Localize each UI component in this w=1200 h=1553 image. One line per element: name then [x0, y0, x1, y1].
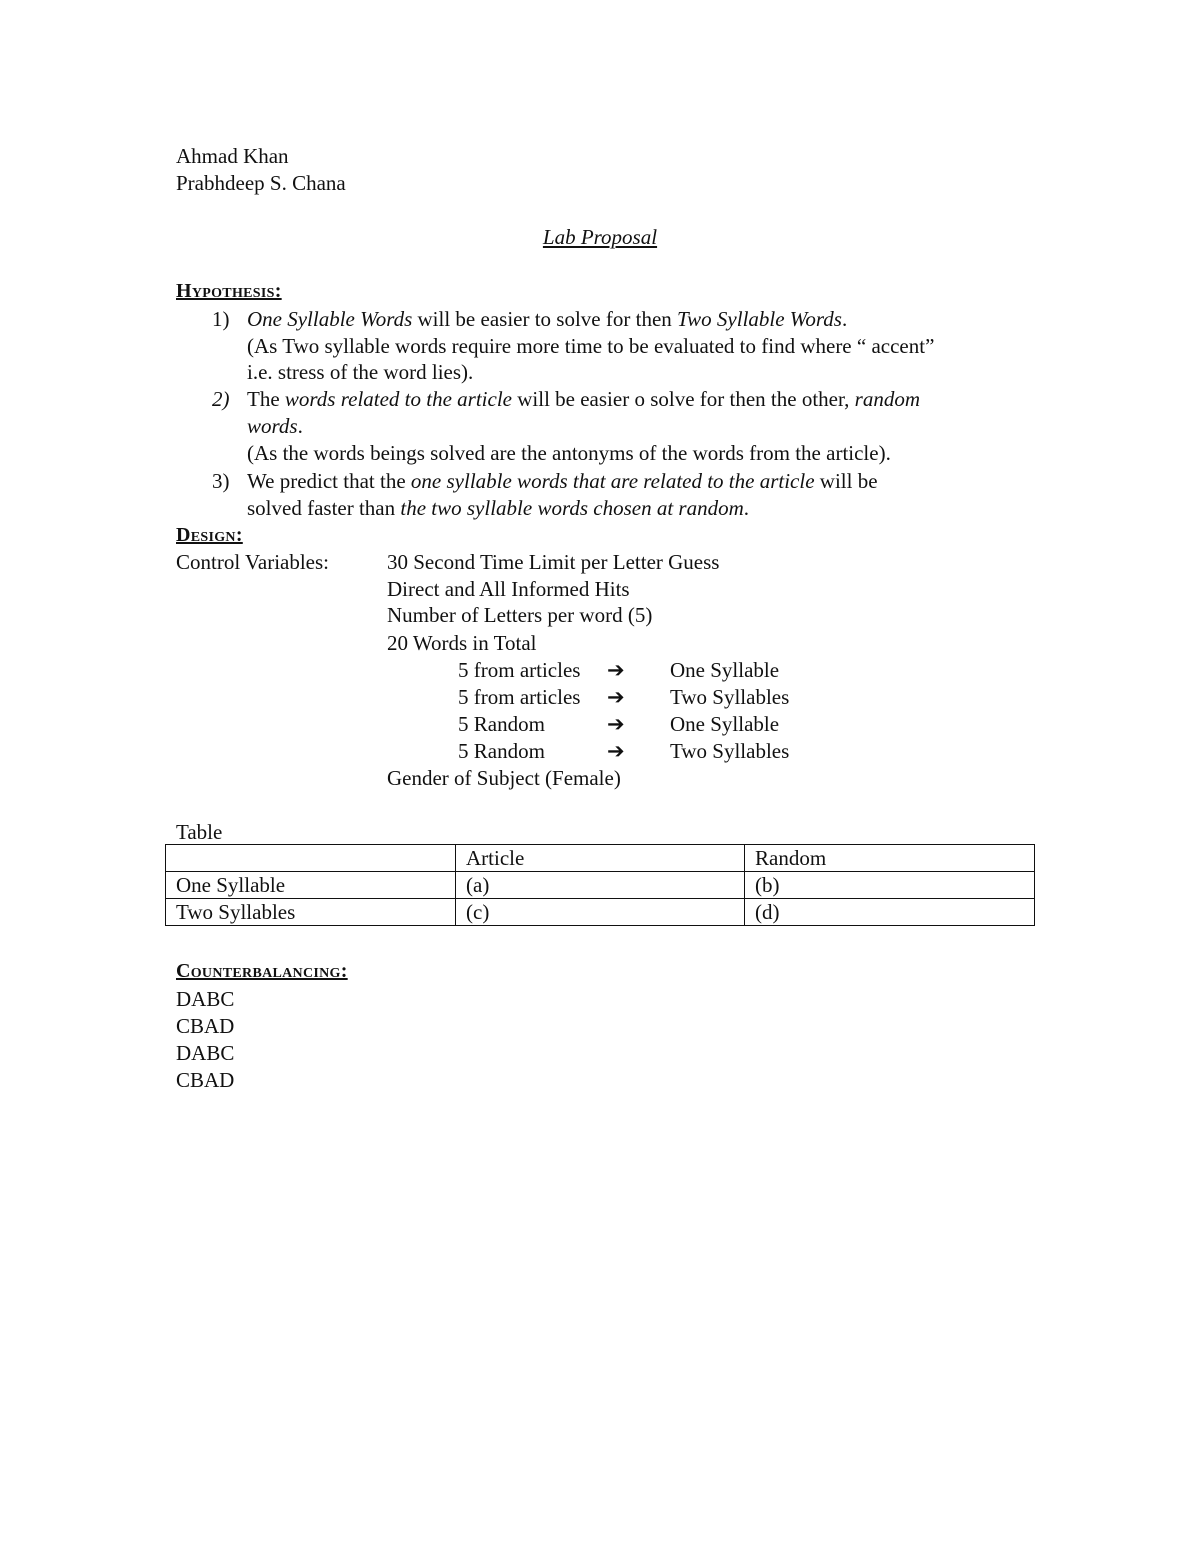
hypothesis-2-line-3: (As the words beings solved are the antonyms of the words from the article).	[247, 441, 891, 465]
table-header-cell	[166, 845, 456, 872]
table-cell: (a)	[456, 872, 745, 899]
condition-order: CBAD	[176, 1068, 235, 1092]
word-type: One Syllable	[670, 712, 780, 736]
table-cell: (b)	[745, 872, 1035, 899]
hypothesis-heading: Hypothesis:	[176, 280, 282, 302]
hypothesis-2-line-1: The words related to the article will be easier o solve for then the other, random	[247, 387, 920, 411]
table-header-row	[166, 845, 1035, 872]
page-title: Lab Proposal	[542, 225, 658, 249]
word-source: 5 Random	[458, 739, 545, 763]
author-name: Ahmad Khan	[176, 144, 289, 168]
condition-order: DABC	[176, 987, 235, 1011]
word-type: Two Syllables	[670, 685, 790, 709]
table-row	[166, 872, 1035, 899]
table-cell: Two Syllables	[166, 899, 456, 926]
table-cell: (c)	[456, 899, 745, 926]
condition-order: CBAD	[176, 1014, 235, 1038]
hypothesis-number: 3)	[212, 469, 230, 493]
design-heading: Design:	[176, 524, 243, 546]
control-variable: Direct and All Informed Hits	[387, 577, 630, 601]
hypothesis-number: 2)	[212, 387, 230, 411]
condition-order: DABC	[176, 1041, 235, 1065]
hypothesis-1-line-3: i.e. stress of the word lies).	[247, 360, 474, 384]
control-variables-label: Control Variables:	[176, 550, 330, 574]
table-label: Table	[176, 820, 223, 844]
counterbalancing-heading: Counterbalancing:	[176, 960, 348, 982]
table-cell: (d)	[745, 899, 1035, 926]
control-variable: Number of Letters per word (5)	[387, 603, 653, 627]
hypothesis-1-line-2: (As Two syllable words require more time to be evaluated to find where “ accent”	[247, 334, 935, 358]
hypothesis-3-line-1: We predict that the one syllable words that are related to the article will be	[247, 469, 878, 493]
hypothesis-number: 1)	[212, 307, 230, 331]
control-variable: Gender of Subject (Female)	[387, 766, 621, 790]
hypothesis-3-line-2: solved faster than the two syllable words chosen at random.	[247, 496, 749, 520]
hypothesis-2-line-2: words.	[247, 414, 303, 438]
word-source: 5 Random	[458, 712, 545, 736]
table-row	[166, 899, 1035, 926]
table-cell: One Syllable	[166, 872, 456, 899]
hypothesis-1-line-1: One Syllable Words will be easier to solve for then Two Syllable Words.	[247, 307, 848, 331]
conditions-table	[165, 844, 1035, 926]
arrow-right-icon: ➔	[607, 658, 625, 682]
word-type: One Syllable	[670, 658, 780, 682]
author-name: Prabhdeep S. Chana	[176, 171, 346, 195]
arrow-right-icon: ➔	[607, 685, 625, 709]
word-type: Two Syllables	[670, 739, 790, 763]
table-header-cell: Random	[745, 845, 1035, 872]
control-variable: 20 Words in Total	[387, 631, 537, 655]
control-variable: 30 Second Time Limit per Letter Guess	[387, 550, 720, 574]
word-source: 5 from articles	[458, 685, 581, 709]
arrow-right-icon: ➔	[607, 739, 625, 763]
word-source: 5 from articles	[458, 658, 581, 682]
table-header-cell: Article	[456, 845, 745, 872]
arrow-right-icon: ➔	[607, 712, 625, 736]
